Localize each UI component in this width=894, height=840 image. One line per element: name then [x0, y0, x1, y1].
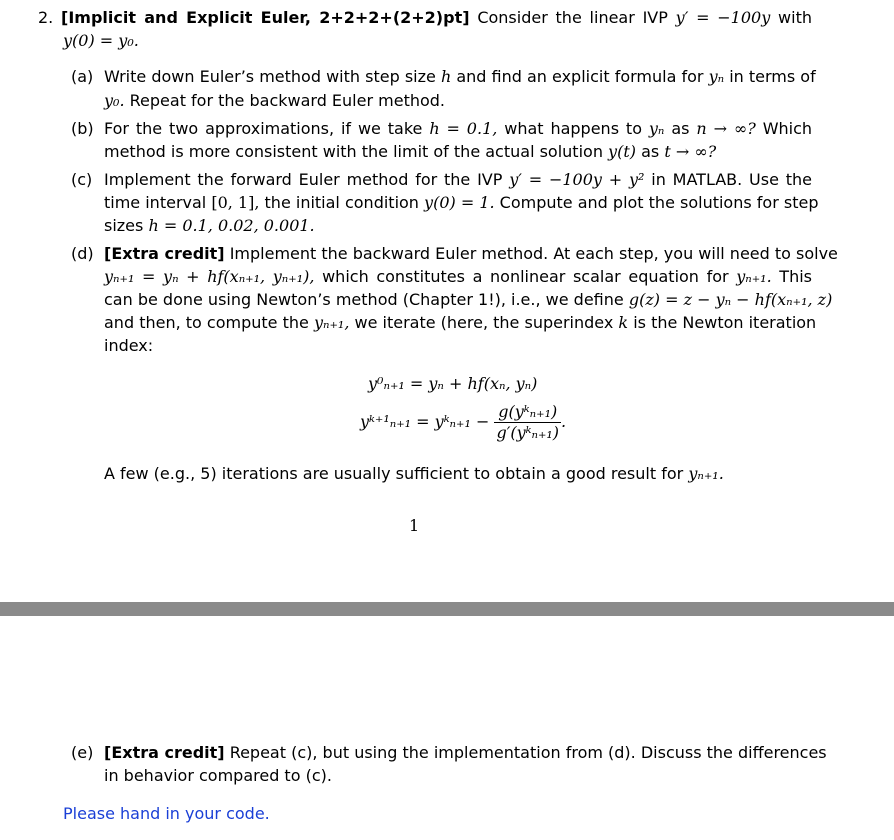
newton-eq-initial: y⁰ₙ₊₁ = yₙ + hf(xₙ, yₙ) — [368, 374, 538, 393]
page-number: 1 — [409, 516, 420, 535]
part-d-line-1: [Extra credit] Implement the backward Euler method. At each step, you will need to solve — [104, 244, 838, 263]
part-b-line-2: method is more consistent with the limit of the actual solution y(t) as t → ∞? — [104, 142, 717, 161]
part-d-line-3: can be done using Newton’s method (Chapter 1!), i.e., we define g(z) = z − yₙ − hf(xₙ₊₁, z) — [104, 290, 833, 309]
part-c-line-3: sizes h = 0.1, 0.02, 0.001. — [104, 216, 315, 235]
hand-in-code-note: Please hand in your code. — [63, 804, 270, 823]
problem-header-line-2 — [63, 31, 139, 51]
ivp-equation: y′ = −100y — [675, 8, 771, 27]
part-d-line-4: and then, to compute the yₙ₊₁, we iterate (here, the superindex k is the Newton iteration — [104, 313, 817, 332]
part-d-line-2: yₙ₊₁ = yₙ + hf(xₙ₊₁, yₙ₊₁), which constitutes a nonlinear scalar equation for yₙ₊₁. This — [104, 267, 812, 286]
part-a-line-1: Write down Euler’s method with step size h and find an explicit formula for yₙ in terms of — [104, 67, 816, 86]
part-d-label: (d) — [71, 244, 94, 263]
problem-title: [Implicit and Explicit Euler, 2+2+2+(2+2)pt] — [61, 8, 470, 27]
page-separator — [0, 602, 894, 616]
part-c-label: (c) — [71, 170, 93, 189]
newton-fraction: $\frac{\text{g(yᵏₙ₊₁)}}{\text{g′(yᵏₙ₊₁)}}$ — [496, 402, 560, 442]
part-b-label: (b) — [71, 119, 94, 138]
part-d-line-5: index: — [104, 336, 154, 355]
part-e-line-1: [Extra credit] Repeat (c), but using the implementation from (d). Discuss the differences — [104, 743, 827, 762]
part-d-line-6: A few (e.g., 5) iterations are usually sufficient to obtain a good result for yₙ₊₁. — [104, 464, 724, 483]
part-c-line-1: Implement the forward Euler method for the IVP y′ = −100y + y² in MATLAB. Use the — [104, 170, 813, 189]
part-c-line-2: time interval [0, 1], the initial condition y(0) = 1. Compute and plot the solutions for step — [104, 193, 819, 212]
part-e-label: (e) — [71, 743, 94, 762]
part-b-line-1: For the two approximations, if we take h = 0.1, what happens to yₙ as n → ∞? Which — [104, 119, 813, 138]
initial-condition: y(0) = y₀. — [63, 31, 139, 50]
problem-header-line-1: 2. [Implicit and Explicit Euler, 2+2+2+(2+2)pt] Consider the linear IVP y′ = −100y with — [38, 8, 812, 27]
part-a-line-2: y₀. Repeat for the backward Euler method. — [104, 91, 446, 110]
problem-number: 2. — [38, 8, 54, 27]
newton-eq-iteration: yᵏ⁺¹ₙ₊₁ = yᵏₙ₊₁ − $\frac{\text{g(yᵏₙ₊₁)}}{\text{g′(yᵏₙ₊₁)}}$ . — [360, 402, 567, 442]
part-e-line-2: in behavior compared to (c). — [104, 766, 332, 785]
part-a-label: (a) — [71, 67, 94, 86]
